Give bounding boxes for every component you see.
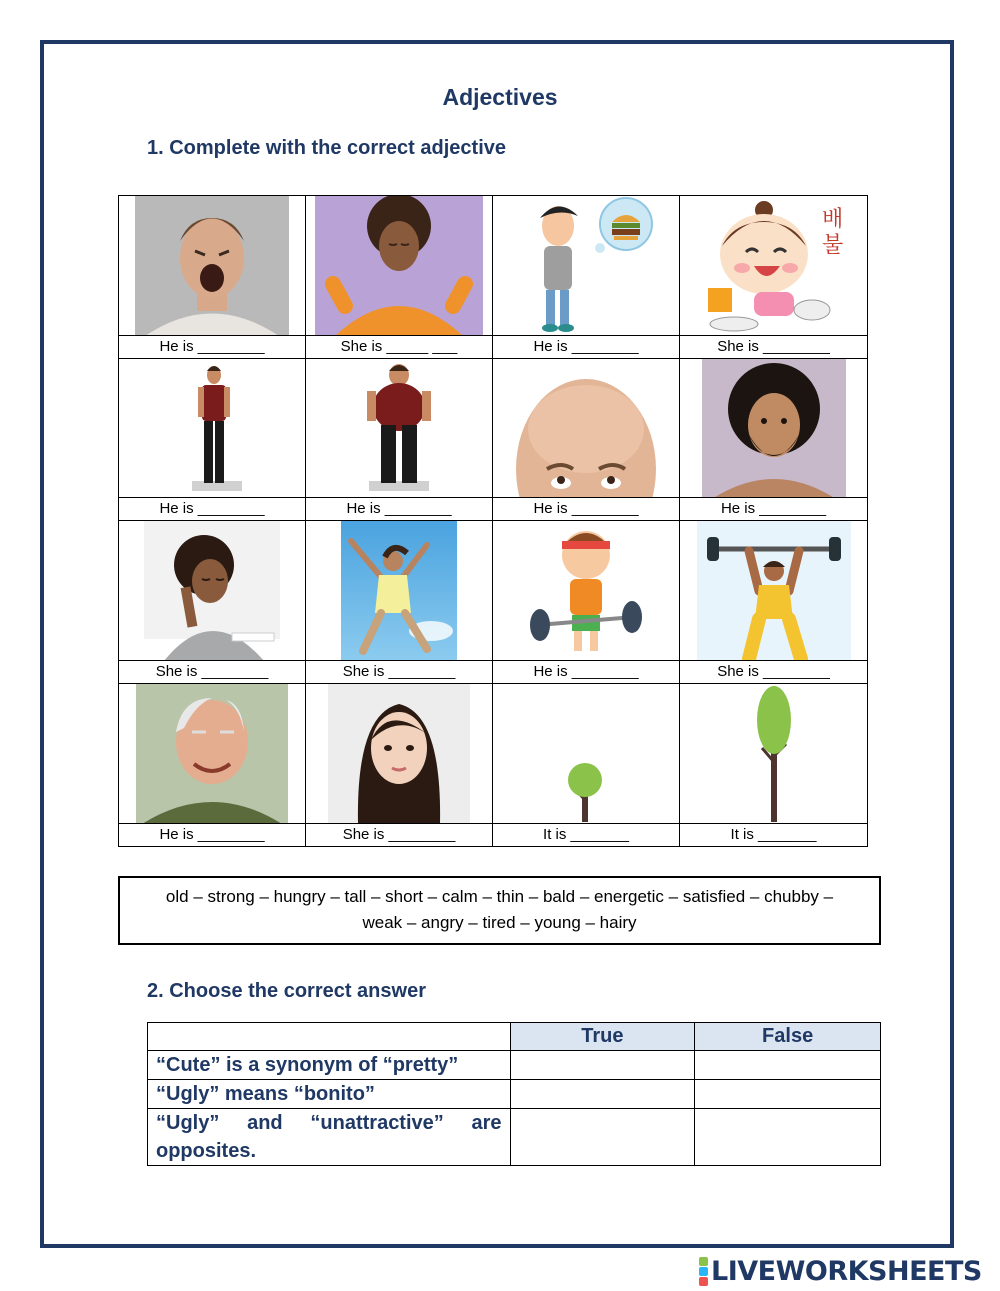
false-answer-cell[interactable] (695, 1051, 881, 1080)
liveworksheets-logo[interactable] (699, 1257, 982, 1285)
bald-man-photo (493, 359, 679, 498)
grid-cell (680, 684, 867, 847)
caption[interactable]: He is ________ (306, 497, 492, 520)
true-answer-cell[interactable] (510, 1109, 695, 1166)
caption[interactable]: He is ________ (493, 497, 679, 520)
grid-cell (306, 359, 493, 522)
false-answer-cell[interactable] (695, 1109, 881, 1166)
caption[interactable]: He is ________ (119, 335, 305, 358)
word-bank-line: old – strong – hungry – tall – short – calm – thin – bald – energetic – satisfied – chubby – (165, 887, 834, 906)
logo-block (699, 1277, 708, 1286)
table-row (148, 1109, 881, 1166)
old-man-photo (119, 684, 305, 824)
caption[interactable]: She is _____ ___ (306, 335, 492, 358)
caption[interactable]: He is ________ (119, 823, 305, 846)
true-false-table (147, 1022, 881, 1166)
caption[interactable]: He is ________ (493, 660, 679, 683)
table-row (148, 1051, 881, 1080)
caption[interactable]: She is ________ (680, 660, 867, 683)
energetic-woman-photo (306, 521, 492, 660)
question-text: “Cute” is a synonym of “pretty” (148, 1051, 511, 1080)
grid-cell (493, 359, 680, 522)
true-answer-cell[interactable] (510, 1051, 695, 1080)
word-bank-line: weak – angry – tired – young – hairy (362, 913, 637, 932)
satisfied-girl-cartoon (680, 196, 867, 335)
weak-boy-cartoon (493, 521, 679, 660)
caption[interactable]: It is _______ (680, 823, 867, 846)
section1-heading: 1. Complete with the correct adjective (147, 137, 506, 159)
grid-cell (493, 196, 680, 359)
caption[interactable]: It is _______ (493, 823, 679, 846)
tall-tree-icon (680, 684, 867, 824)
false-answer-cell[interactable] (695, 1080, 881, 1109)
word-bank (118, 876, 881, 945)
logo-block (699, 1257, 708, 1266)
grid-cell (119, 196, 306, 359)
grid-cell (119, 684, 306, 847)
calm-woman-photo (306, 196, 492, 335)
logo-text: LIVEWORKSHEETS (711, 1255, 982, 1287)
grid-cell (306, 521, 493, 684)
grid-cell (680, 521, 867, 684)
table-row (148, 1080, 881, 1109)
grid-cell (306, 684, 493, 847)
caption[interactable]: She is ________ (306, 823, 492, 846)
hairy-man-photo (680, 359, 867, 498)
chubby-man-illustration (306, 359, 492, 498)
true-column-header: True (510, 1023, 695, 1051)
section2-heading: 2. Choose the correct answer (147, 980, 426, 1002)
caption[interactable]: He is ________ (119, 497, 305, 520)
page-title: Adjectives (442, 84, 558, 110)
table-corner (148, 1023, 511, 1051)
grid-cell (306, 196, 493, 359)
caption[interactable]: He is ________ (493, 335, 679, 358)
thin-man-illustration (119, 359, 305, 498)
picture-grid (118, 195, 868, 847)
logo-block (699, 1267, 708, 1276)
grid-cell (680, 359, 867, 522)
caption[interactable]: He is ________ (680, 497, 867, 520)
caption[interactable]: She is ________ (306, 660, 492, 683)
grid-cell (493, 521, 680, 684)
caption[interactable]: She is ________ (680, 335, 867, 358)
false-column-header: False (695, 1023, 881, 1051)
question-text: “Ugly” and “unattractive” are opposites. (148, 1109, 511, 1166)
caption[interactable]: She is ________ (119, 660, 305, 683)
svg-text:배: 배 (821, 207, 843, 232)
grid-cell (680, 196, 867, 359)
question-text: “Ugly” means “bonito” (148, 1080, 511, 1109)
grid-cell (119, 521, 306, 684)
short-tree-icon (493, 684, 679, 824)
angry-man-photo (119, 196, 305, 335)
young-woman-photo (306, 684, 492, 824)
true-answer-cell[interactable] (510, 1080, 695, 1109)
hungry-boy-cartoon (493, 196, 679, 335)
grid-cell (119, 359, 306, 522)
tired-woman-photo (119, 521, 305, 660)
logo-blocks-icon (699, 1257, 708, 1286)
svg-text:불: 불 (821, 233, 843, 258)
grid-cell (493, 684, 680, 847)
strong-woman-cartoon (680, 521, 867, 660)
